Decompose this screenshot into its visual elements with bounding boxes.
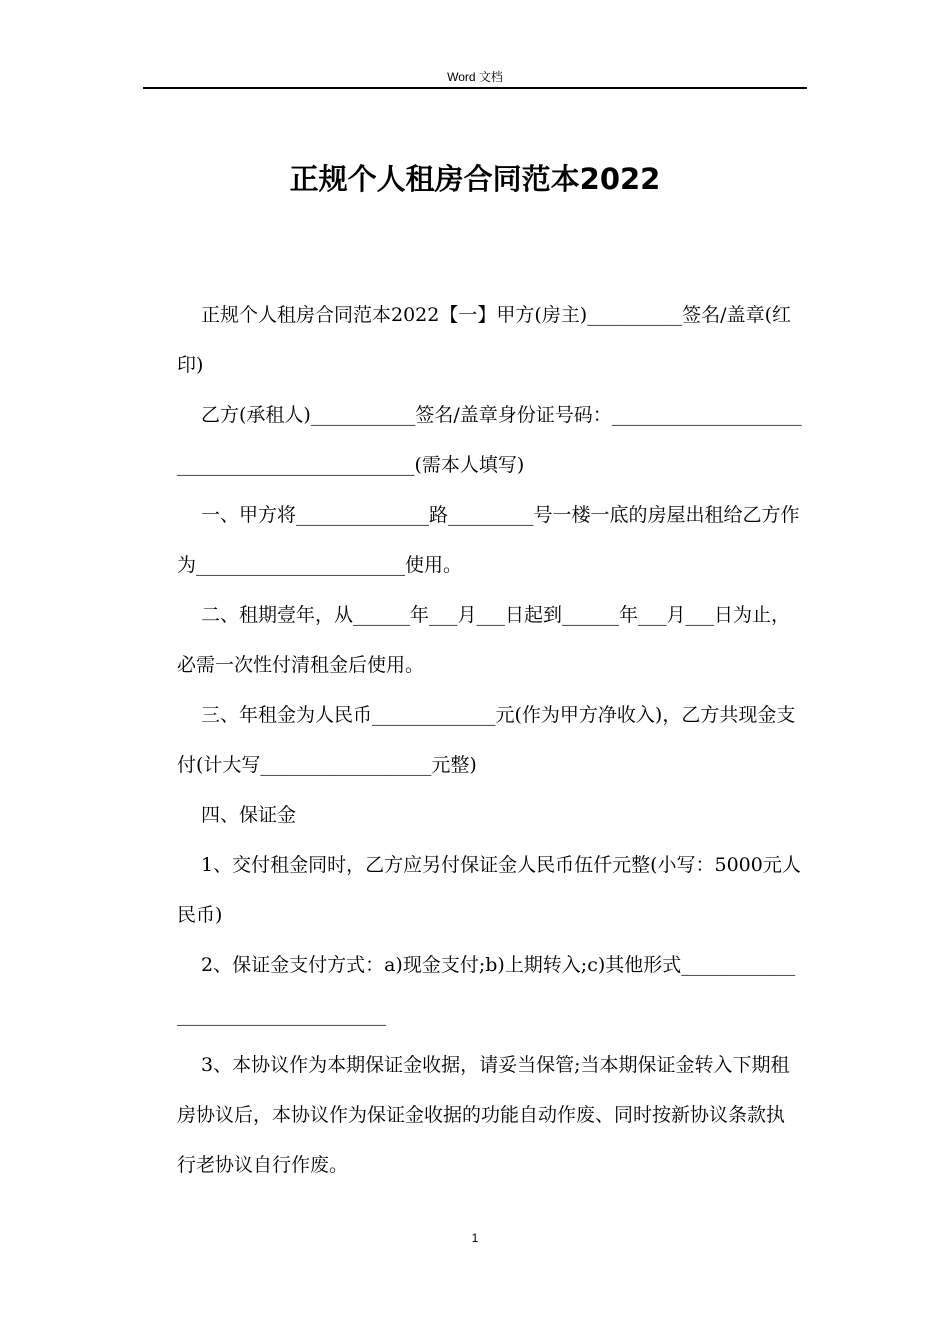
page-number: 1	[471, 1231, 479, 1245]
paragraph-deposit-3: 3、本协议作为本期保证金收据，请妥当保管;当本期保证金转入下期租房协议后，本协议作为保证金收据的功能自动作废、同时按新协议条款执行老协议自行作废。	[177, 1054, 790, 1176]
document-header-label: Word 文档	[447, 70, 503, 84]
paragraph-clause-4-heading: 四、保证金	[201, 804, 297, 826]
document-body	[177, 290, 802, 1190]
paragraph-deposit-1: 1、交付租金同时，乙方应另付保证金人民币伍仟元整(小写：5000元人民币)	[177, 854, 801, 926]
paragraph-clause-2: 二、租期壹年，从______年___月___日起到______年___月___日为止，必需一次性付清租金后使用。	[177, 604, 791, 676]
paragraph-clause-1: 一、甲方将______________路_________号一楼一底的房屋出租给乙方作为______________________使用。	[177, 504, 800, 576]
paragraph-parties-landlord: 正规个人租房合同范本2022【一】甲方(房主)__________签名/盖章(红印)	[177, 304, 791, 376]
document-title: 正规个人租房合同范本2022	[289, 162, 661, 196]
paragraph-deposit-2: 2、保证金支付方式：a)现金支付;b)上期转入;c)其他形式__________________________________	[177, 954, 796, 1026]
paragraph-parties-tenant: 乙方(承租人)___________签名/盖章身份证号码：_____________________________________________(需本人填写)	[177, 404, 802, 476]
header-divider	[143, 87, 807, 89]
paragraph-clause-3: 三、年租金为人民币_____________元(作为甲方净收入)，乙方共现金支付(计大写__________________元整)	[177, 704, 796, 776]
